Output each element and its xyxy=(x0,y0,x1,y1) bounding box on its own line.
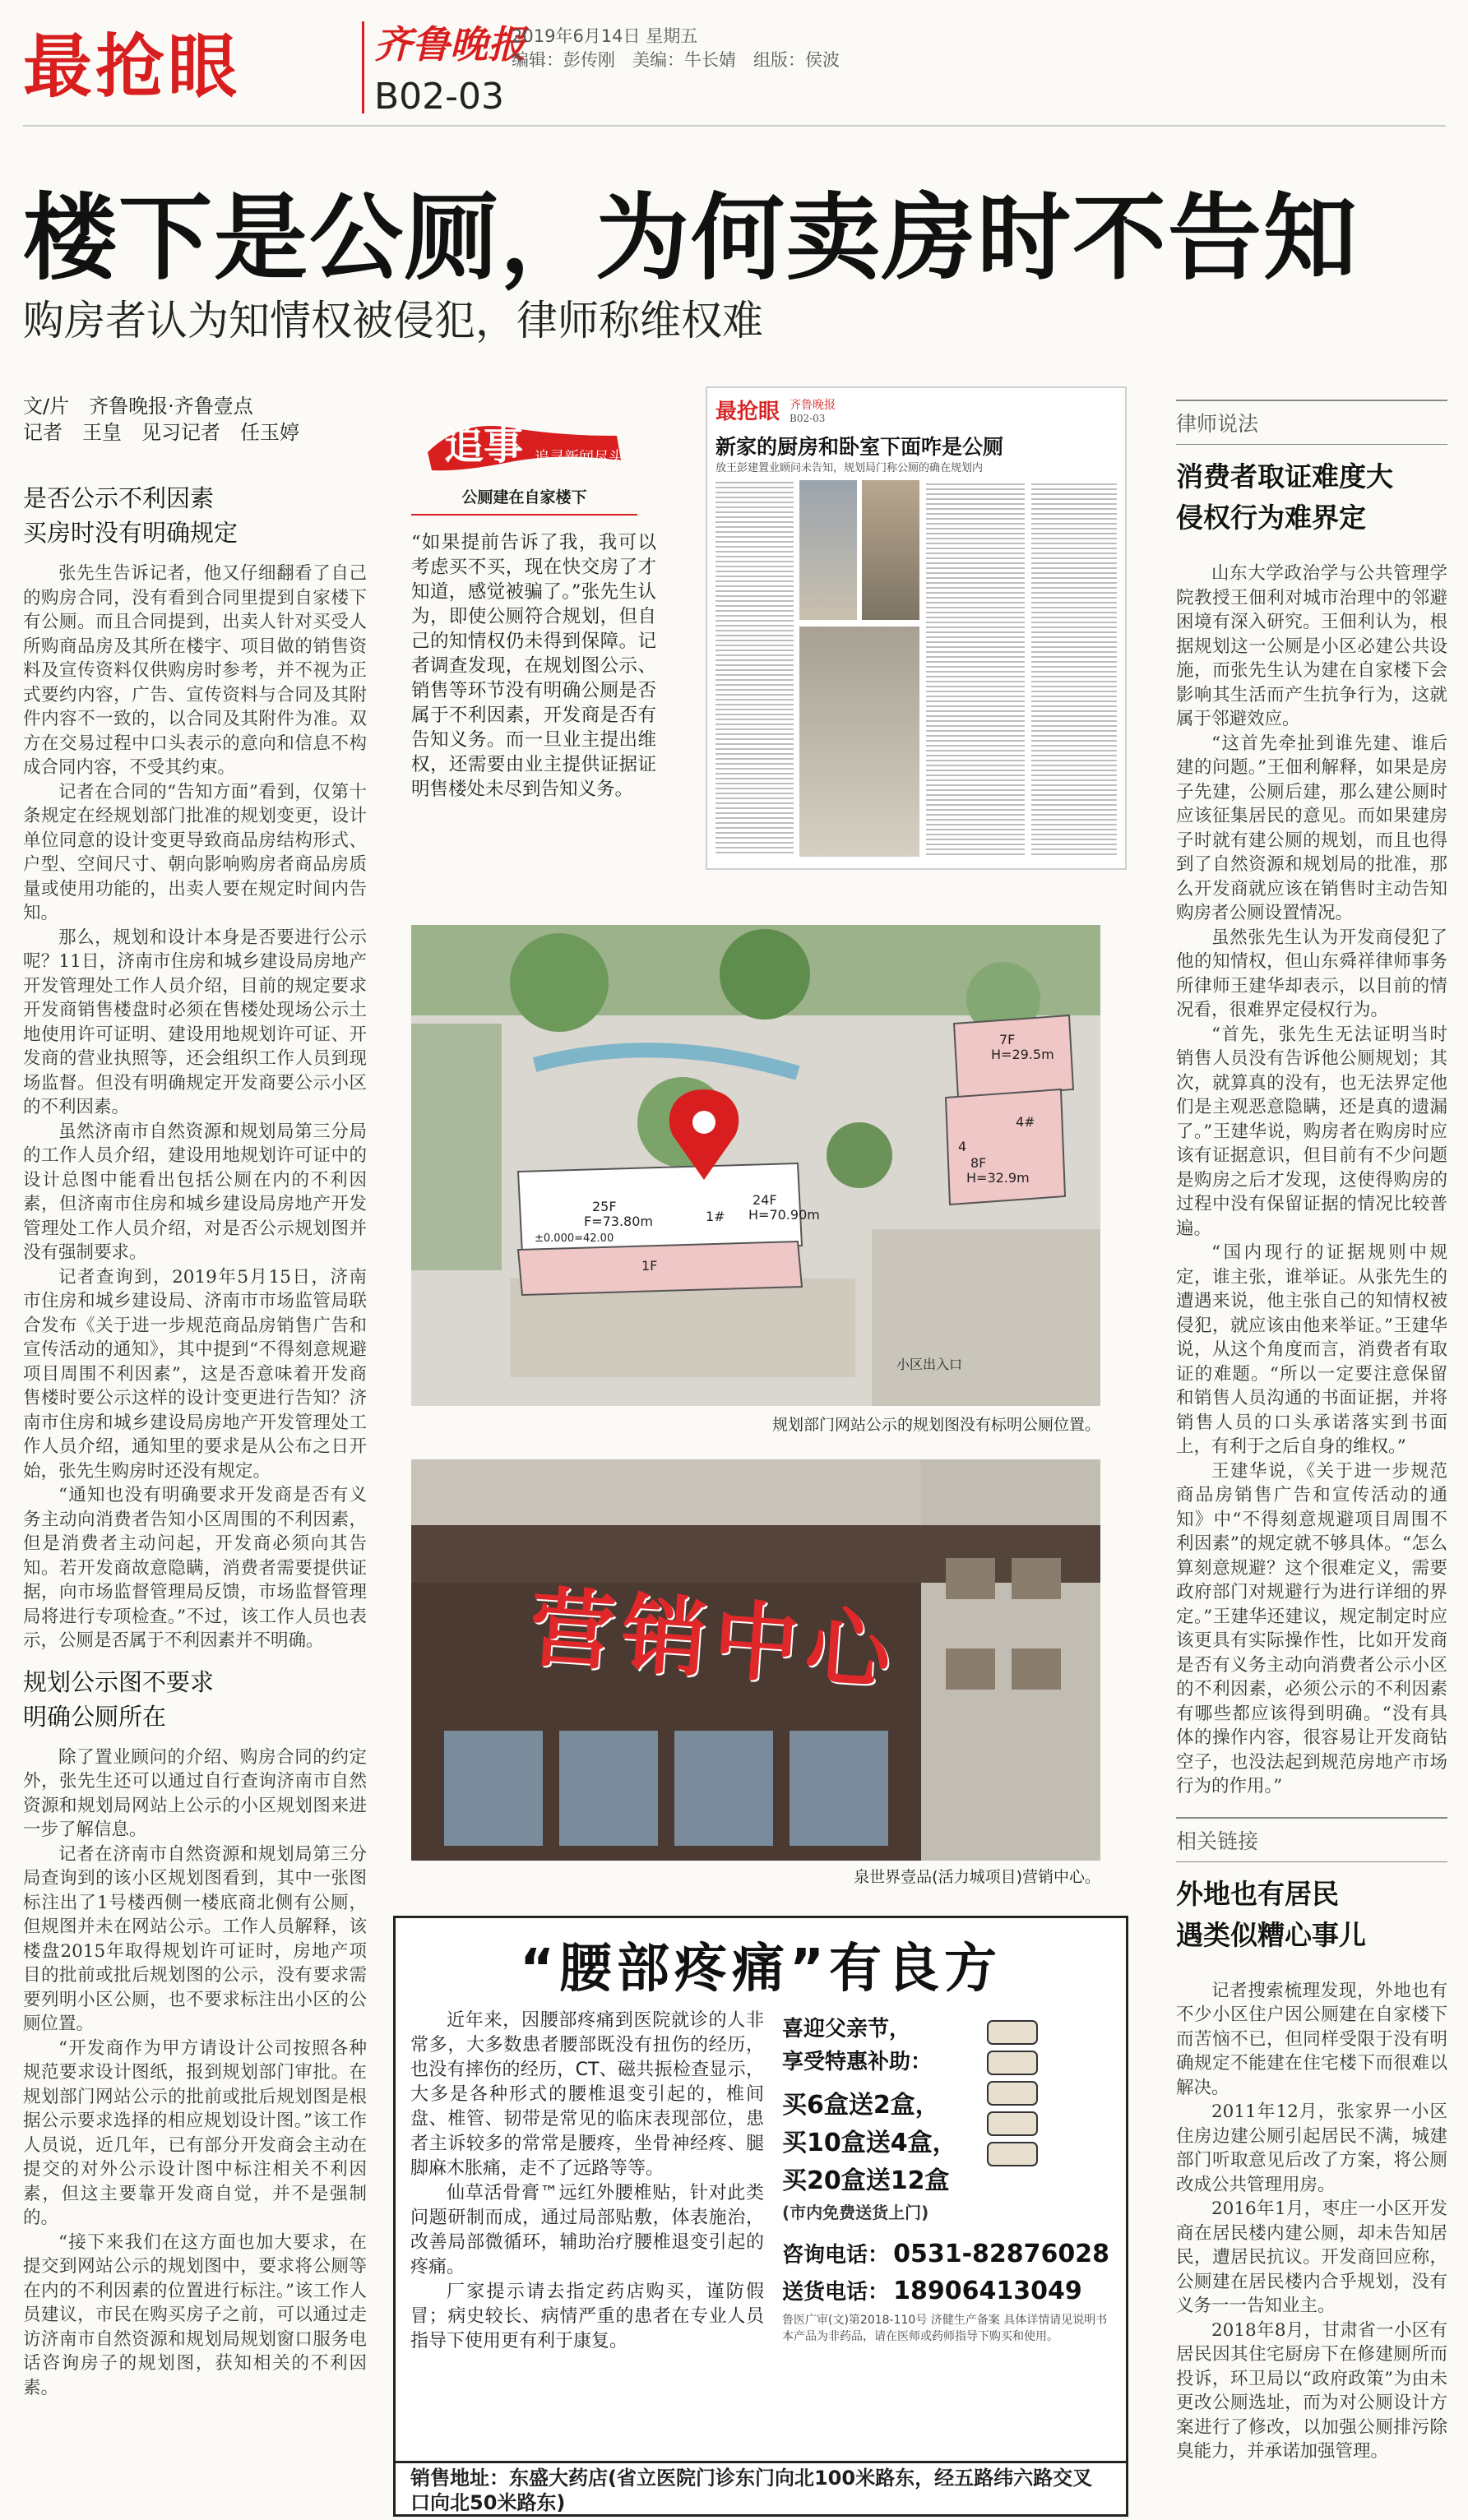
plan-label: 1# xyxy=(706,1209,725,1224)
zhuishi-logo-sub: 追寻新闻尽头 xyxy=(535,449,623,466)
zhuishi-caption: 公厕建在自家楼下 xyxy=(461,488,587,506)
label-rule xyxy=(1176,1861,1447,1862)
clip-subhead: 放王彭建置业顾问未告知，规划局门称公厕的确在规划内 xyxy=(715,462,984,474)
lawyer-label: 律师说法 xyxy=(1176,412,1259,436)
paragraph: 除了置业顾问的介绍、购房合同的约定外，张先生还可以通过自行查询济南市自然资源和规划局网站上公示的小区规划图来进一步了解信息。 xyxy=(23,1746,367,1840)
plan-label: ±0.000=42.00 xyxy=(535,1232,614,1245)
plan-label: 小区出入口 xyxy=(896,1357,963,1372)
headline: 楼下是公厕，为何卖房时不告知 xyxy=(23,183,1359,293)
plan-label: H=32.9m xyxy=(966,1170,1030,1186)
ad-delivery-label: 送货电话： xyxy=(782,2280,890,2305)
ad-delivery: 18906413049 xyxy=(893,2277,1082,2305)
spine-illustration xyxy=(971,2017,1054,2173)
paragraph: 记者搜索梳理发现，外地也有不少小区住户因公厕建在自家楼下而苦恼不已，但同样受限于没有明确规定不能建在住宅楼下而很难以解决。 xyxy=(1176,1980,1447,2098)
clip-page: B02-03 xyxy=(790,413,826,424)
page-number: B02-03 xyxy=(374,76,505,118)
ad-promo-head-2: 享受特惠补助： xyxy=(782,2050,933,2074)
paragraph: 2016年1月，枣庄一小区开发商在居民楼内建公厕，却未告知居民，遭居民抗议。开发商回应称，公厕建在居民楼内合乎规划，没有义务一一告知业主。 xyxy=(1176,2199,1447,2316)
ad-address: 销售地址：东盛大药店(省立医院门诊东门向北100米路东，经五路纬六路交叉口向北50米路东) xyxy=(396,2461,1126,2512)
zhuishi-logo-main: 追事 xyxy=(444,423,524,469)
header-rule xyxy=(23,125,1446,127)
ad-phone-row xyxy=(782,2238,1111,2268)
related-title-a: 外地也有居民 xyxy=(1176,1877,1339,1910)
byline-reporters: 记者 王皇 见习记者 任玉婷 xyxy=(23,421,299,444)
label-rule xyxy=(1176,444,1447,445)
zhuishi-logo xyxy=(411,403,637,477)
clip-text-left xyxy=(715,479,794,857)
paragraph: 那么，规划和设计本身是否要进行公示呢？11日，济南市住房和城乡建设局房地产开发管理处工作人员介绍，目前的规定要求开发商销售楼盘时必须在售楼处现场公示土地使用许可证明、建设用地规划许可证、开发商的营业执照等，还会组织工作人员到现场监督。但没有明确规定开发商要公示小区的不利因素。 xyxy=(23,927,367,1117)
clip-text-mid xyxy=(926,480,1025,857)
clip-text-right xyxy=(1031,480,1117,857)
paragraph: 张先生告诉记者，他又仔细翻看了自己的购房合同，没有看到合同里提到自家楼下有公厕。而且合同提到，出卖人针对买受人所购商品房及其所在楼宇、项目做的销售资料及宣传资料仅供购房时参考，并不视为正式要约内容，广告、宣传资料与合同及其附件内容不一致的，以合同及其附件为准。双方在交易过程中口头表示的意向和信息不构成合同内容，不受其约束。 xyxy=(23,563,367,778)
clip-headline: 新家的厨房和卧室下面咋是公厕 xyxy=(715,435,1004,459)
clip-section: 最抢眼 xyxy=(715,400,780,424)
ad-phone-label: 咨询电话： xyxy=(782,2243,890,2268)
ad-promo-1: 买6盒送2盒， xyxy=(782,2091,940,2120)
plan-label: 24F xyxy=(753,1192,777,1208)
lawyer-title-b: 侵权行为难界定 xyxy=(1176,502,1366,534)
plan-label: H=70.90m xyxy=(748,1207,820,1223)
sales-center-sign: 营销中心 xyxy=(526,1576,901,1703)
paper-name: 齐鲁晚报 xyxy=(374,22,526,67)
paragraph: “首先，张先生无法证明当时销售人员没有告诉他公厕规划；其次，就算真的没有，也无法界定他们是主观恶意隐瞒，还是真的遗漏了。”王建华说，购房者在购房时应该有证据意识，但目前有不少问题是购房之后才发现，这使得购房的过程中没有保留证据的情况比较普遍。 xyxy=(1176,1024,1447,1239)
ad-fine-print: 鲁医广审(文)第2018-110号 济健生产备案 具体详情请见说明书 本产品为非药品，请在医师或药师指导下购买和使用。 xyxy=(782,2314,1108,2343)
paragraph: “通知也没有明确要求开发商是否有义务主动向消费者告知小区周围的不利因素，但是消费者主动问起，开发商必须向其告知。若开发商故意隐瞒，消费者需要提供证据，向市场监督管理局反馈，市场监督管理局将进行专项检查。”不过，该工作人员也表示，公厕是否属于不利因素并不明确。 xyxy=(23,1485,367,1651)
ad-promo-head: 喜迎父亲节， xyxy=(782,2017,911,2041)
site-plan-caption: 规划部门网站公示的规划图没有标明公厕位置。 xyxy=(771,1416,1100,1434)
section-1-title-b: 买房时没有明确规定 xyxy=(23,519,238,547)
clip-paper: 齐鲁晚报 xyxy=(790,399,836,412)
subheadline: 购房者认为知情权被侵犯，律师称维权难 xyxy=(23,297,763,344)
plan-label: 1F xyxy=(641,1258,658,1274)
section-2-title-b: 明确公厕所在 xyxy=(23,1702,167,1731)
zhuishi-rule xyxy=(411,514,637,516)
header-editors: 编辑：彭传刚 美编：牛长婧 组版：侯波 xyxy=(512,50,840,70)
section-1-title-a: 是否公示不利因素 xyxy=(23,484,215,512)
header-divider xyxy=(362,21,364,113)
paragraph: 记者在济南市自然资源和规划局第三分局查询到的该小区规划图看到，其中一张图标注出了1号楼西侧一楼底商北侧有公厕，但规图并未在网站公示。工作人员解释，该楼盘2015年取得规划许可证时，房地产项目的批前或批后规划图的公示，没有要求需要列明小区公厕，也不要求标注出小区的公厕位置。 xyxy=(23,1843,367,2034)
zhuishi-quote: “如果提前告诉了我，我可以考虑买不买，现在快交房了才知道，感觉被骗了。”张先生认为，即使公厕符合规划，但自己的知情权仍未得到保障。记者调查发现，在规划图公示、销售等环节没有明确公厕是否属于不利因素，开发商是否有告知义务。而一旦业主提出维权，还需要由业主提供证据证明售楼处未尽到告知义务。 xyxy=(411,532,656,800)
paragraph: 2011年12月，张家界一小区住房边建公厕引起居民不满，城建部门听取意见后改了方案，将公厕改成公共管理用房。 xyxy=(1176,2102,1447,2195)
lawyer-title-a: 消费者取证难度大 xyxy=(1176,460,1393,492)
right-column xyxy=(1176,400,1447,2464)
sales-center-caption: 泉世界壹品(活力城项目)营销中心。 xyxy=(854,1868,1100,1886)
article-left-column xyxy=(23,481,367,2400)
paragraph: 2018年8月，甘肃省一小区有居民因其住宅厨房下在修建厕所而投诉，环卫局以“政府政策”为由未更改公厕选址，而为对公厕设计方案进行了修改，以加强公厕排污除臭能力，并承诺加强管理。 xyxy=(1176,2319,1447,2462)
ad-body-left xyxy=(410,2009,764,2354)
ad-paragraph: 近年来，因腰部疼痛到医院就诊的人非常多，大多数患者腰部既没有扭伤的经历，也没有摔伤的经历，CT、磁共振检查显示，大多是各种形式的腰椎退变引起的，椎间盘、椎管、韧带是常见的临床表现部位，患者主诉较多的常常是腰疼，坐骨神经疼、腿脚麻木胀痛，走不了远路等等。 xyxy=(410,2010,764,2179)
paragraph: “这首先牵扯到谁先建、谁后建的问题。”王佃利解释，如果是房子先建，公厕后建，那么建公厕时应该征集居民的意见。而如果建房子时就有建公厕的规划，而且也得到了自然资源和规划局的批准，那么开发商就应该在销售时主动告知购房者公厕设置情况。 xyxy=(1176,733,1447,923)
related-label: 相关链接 xyxy=(1176,1829,1259,1853)
ad-paragraph: 厂家提示请去指定药店购买，谨防假冒；病史较长、病情严重的患者在专业人员指导下使用更有利于康复。 xyxy=(410,2282,764,2351)
section-name: 最抢眼 xyxy=(23,26,241,107)
ad-phone: 0531-82876028 xyxy=(893,2240,1110,2268)
paragraph: 王建华说，《关于进一步规范商品房销售广告和宣传活动的通知》中“不得刻意规避项目周围不利因素”的规定就不够具体。“怎么算刻意规避？这个很难定义，需要政府部门对规避行为进行详细的界定。”王建华还建议，规定制定时应该更具有实际操作性，比如开发商是否有义务主动向消费者公示小区的不利因素，必须公示的不利因素有哪些都应该得到明确。“没有具体的操作内容，很容易让开发商钻空子，也没法起到规范房地产市场行为的作用。” xyxy=(1176,1460,1447,1796)
paragraph: 虽然张先生认为开发商侵犯了他的知情权，但山东舜祥律师事务所律师王建华却表示，以目前的情况看，很难界定侵权行为。 xyxy=(1176,927,1447,1020)
site-plan-image xyxy=(411,925,1100,1406)
ad-paragraph: 仙草活骨膏™远红外腰椎贴，针对此类问题研制而成，通过局部贴敷，体表施治，改善局部微循环，辅助治疗腰椎退变引起的疼痛。 xyxy=(410,2183,764,2277)
sales-center-photo xyxy=(411,1459,1100,1861)
ad-promo-3: 买20盒送12盒 xyxy=(782,2166,950,2195)
ad-delivery-row xyxy=(782,2275,1111,2305)
paragraph: 虽然济南市自然资源和规划局第三分局的工作人员介绍，建设用地规划许可证中的设计总图中能看出包括公厕在内的不利因素，但济南市住房和城乡建设局房地产开发管理处工作人员介绍，对是否公示规划图并没有强制要求。 xyxy=(23,1121,367,1263)
paragraph: “接下来我们在这方面也加大要求，在提交到网站公示的规划图中，要求将公厕等在内的不利因素的位置进行标注。”该工作人员建议，市民在购买房子之前，可以通过走访济南市自然资源和规划局规划窗口服务电话咨询房子的规划图，获知相关的不利因素。 xyxy=(23,2231,367,2398)
ad-title: “腰部疼痛”有良方 xyxy=(519,1939,1003,2000)
related-title-b: 遇类似糟心事儿 xyxy=(1176,1918,1366,1951)
plan-label: 7F xyxy=(999,1032,1016,1047)
previous-report-clip xyxy=(706,386,1127,870)
byline-source: 文/片 齐鲁晚报·齐鲁壹点 xyxy=(23,395,253,418)
paragraph: 山东大学政治学与公共管理学院教授王佃利对城市治理中的邻避困境有深入研究。王佃利认为，根据规划这一公厕是小区必建公共设施，而张先生认为建在自家楼下会影响其生活而产生抗争行为，这就属于邻避效应。 xyxy=(1176,563,1447,729)
ad-promo-2: 买10盒送4盒， xyxy=(782,2129,957,2157)
clip-photo-1 xyxy=(799,480,857,620)
label-rule xyxy=(1176,1817,1447,1819)
label-rule xyxy=(1176,400,1447,401)
header-date: 2019年6月14日 星期五 xyxy=(512,26,698,46)
plan-label: 25F xyxy=(592,1199,617,1214)
paragraph: 记者在合同的“告知方面”看到，仅第十条规定在经规划部门批准的规划变更，设计单位同意的设计变更导致商品房结构形式、户型、空间尺寸、朝向影响购房者商品房质量或使用功能的，出卖人要在规定时间内告知。 xyxy=(23,781,367,923)
clip-photo-3 xyxy=(799,627,919,857)
ad-promo-note: (市内免费送货上门) xyxy=(782,2203,929,2222)
ad-promo-block xyxy=(782,2013,1111,2345)
paragraph: “开发商作为甲方请设计公司按照各种规范要求设计图纸，报到规划部门审批。在规划部门网站公示的批前或批后规划图是根据公示要求选择的相应规划设计图。”该工作人员说，近几年，已有部分开发商会主动在提交的对外公示设计图中标注相关不利因素，但这主要靠开发商自觉，并不是强制的。 xyxy=(23,2037,367,2228)
paragraph: “国内现行的证据规则中规定，谁主张，谁举证。从张先生的遭遇来说，他主张自己的知情权被侵犯，就应该由他来举证。”王建华说，从这个角度而言，消费者有取证的难题。“所以一定要注意保留和销售人员沟通的书面证据，并将销售人员的口头承诺落实到书面上，有利于之后自身的维权。” xyxy=(1176,1242,1447,1457)
section-2-title-a: 规划公示图不要求 xyxy=(23,1667,215,1696)
plan-label: 4 xyxy=(958,1139,967,1154)
paragraph: 记者查询到，2019年5月15日，济南市住房和城乡建设局、济南市市场监管局联合发布《关于进一步规范商品房销售广告和宣传活动的通知》，其中提到“不得刻意规避项目周围不利因素”，这是否意味着开发商售楼时要公示这样的设计变更进行告知？济南市住房和城乡建设局房地产开发管理处工作人员介绍，通知里的要求是从公布之日开始，张先生购房时还没有规定。 xyxy=(23,1266,367,1482)
plan-label: F=73.80m xyxy=(584,1214,653,1229)
plan-label: 4# xyxy=(1016,1114,1035,1130)
plan-label: H=29.5m xyxy=(991,1047,1054,1062)
advertisement xyxy=(393,1916,1128,2517)
clip-photo-2 xyxy=(862,480,919,620)
plan-label: 8F xyxy=(970,1155,987,1171)
